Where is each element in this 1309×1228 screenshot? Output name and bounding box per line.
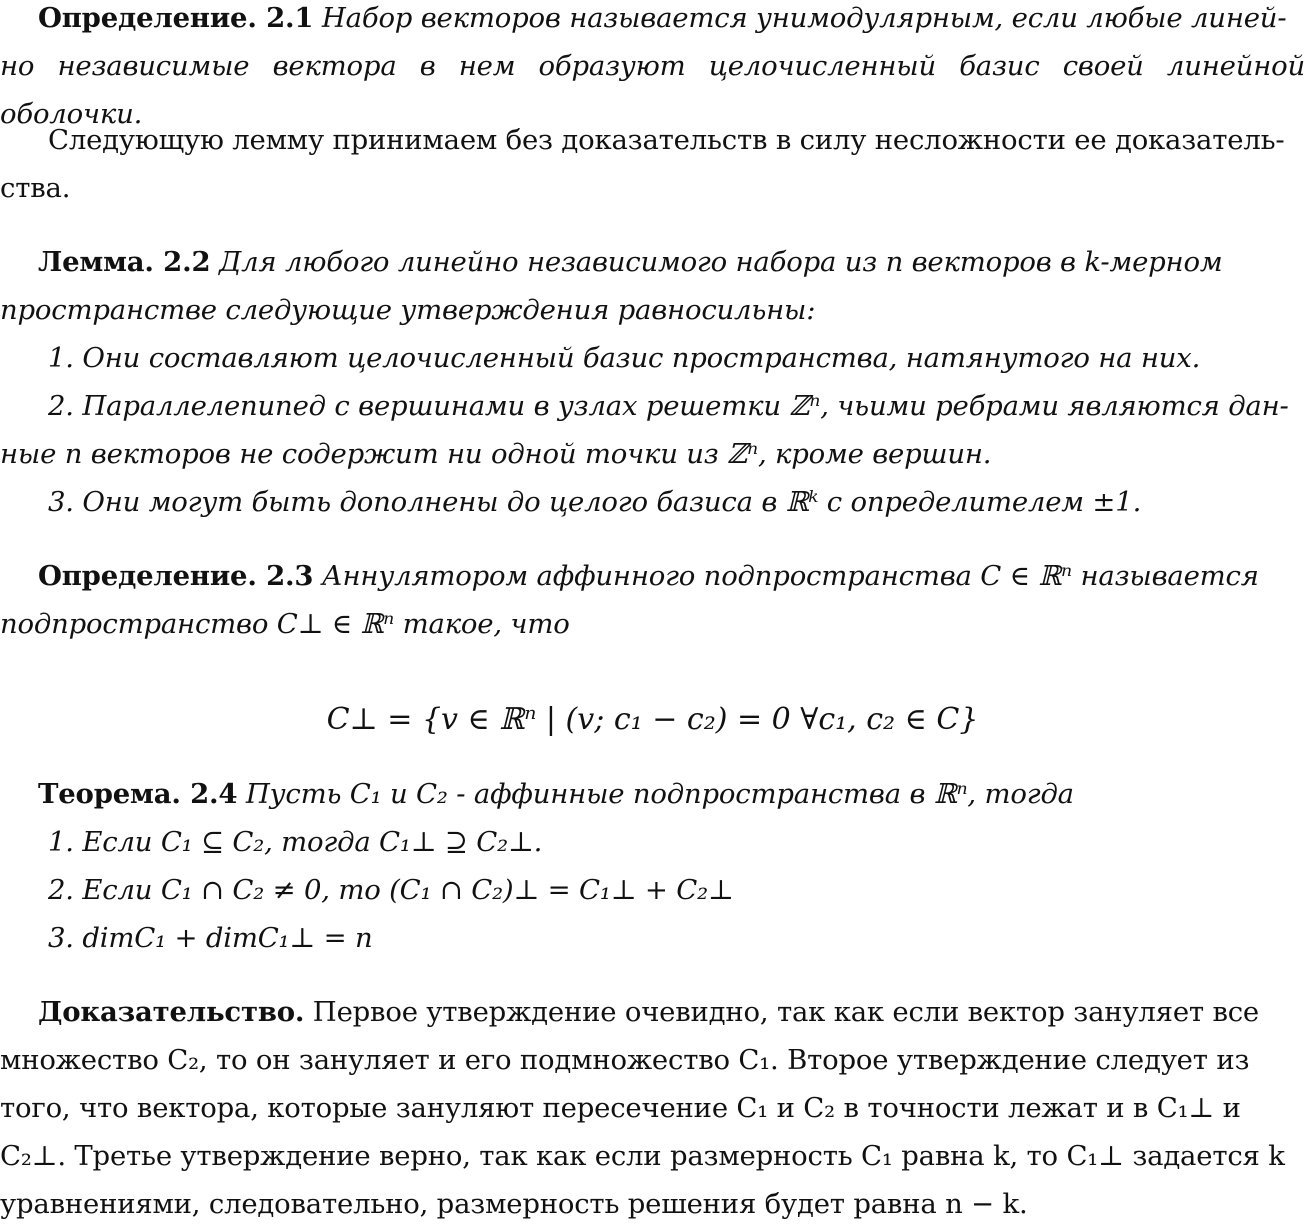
proof-line-3: того, что вектора, которые зануляют пересечение C₁ и C₂ в точности лежат и в C₁⊥ и — [0, 1092, 1241, 1124]
definition-2-1-label: Определение. 2.1 — [38, 2, 314, 34]
theorem-2-4-item-1: 1. Если C₁ ⊆ C₂, тогда C₁⊥ ⊇ C₂⊥. — [48, 826, 543, 858]
definition-2-3-label: Определение. 2.3 — [38, 560, 314, 592]
proof-line-2: множество C₂, то он зануляет и его подмножество C₁. Второе утверждение следует из — [0, 1044, 1250, 1076]
lemma-2-2 — [0, 238, 1305, 334]
proof — [0, 988, 1305, 1228]
theorem-2-4-line-1: Пусть C₁ и C₂ - аффинные подпространства в ℝⁿ, тогда — [245, 778, 1074, 810]
theorem-2-4 — [0, 770, 1305, 818]
lemma-2-2-label: Лемма. 2.2 — [38, 246, 211, 278]
theorem-2-4-item-2: 2. Если C₁ ∩ C₂ ≠ 0, то (C₁ ∩ C₂)⊥ = C₁⊥ + C₂⊥ — [48, 874, 734, 906]
lemma-note-line-1: Следующую лемму принимаем без доказательств в силу несложности ее доказатель- — [48, 124, 1285, 156]
lemma-note-line-2: ства. — [0, 172, 71, 204]
proof-label: Доказательство. — [38, 996, 305, 1028]
lemma-2-2-item-3: 3. Они могут быть дополнены до целого базиса в ℝᵏ с определителем ±1. — [48, 486, 1142, 518]
theorem-2-4-item-3: 3. dimC₁ + dimC₁⊥ = n — [48, 922, 373, 954]
definition-2-3-line-2: подпространство C⊥ ∈ ℝⁿ такое, что — [0, 608, 570, 640]
proof-line-4: C₂⊥. Третье утверждение верно, так как если размерность C₁ равна k, то C₁⊥ задается k — [0, 1140, 1285, 1172]
proof-line-5: уравнениями, следовательно, размерность решения будет равна n − k. — [0, 1188, 1028, 1220]
definition-2-3 — [0, 552, 1305, 648]
lemma-2-2-item-1: 1. Они составляют целочисленный базис пространства, натянутого на них. — [48, 342, 1201, 374]
lemma-2-2-line-2: пространстве следующие утверждения равносильны: — [0, 294, 816, 326]
lemma-2-2-item-2-continued: ные n векторов не содержит ни одной точки из ℤⁿ, кроме вершин. — [0, 438, 992, 470]
lemma-2-2-item-2: 2. Параллелепипед с вершинами в узлах решетки ℤⁿ, чьими ребрами являются дан- — [48, 390, 1289, 422]
proof-line-1: Первое утверждение очевидно, так как если вектор зануляет все — [312, 996, 1260, 1028]
definition-2-1-line-2: но независимые вектора в нем образуют целочисленный базис своей линейной оболочки. — [0, 50, 1305, 130]
lemma-2-2-line-1: Для любого линейно независимого набора из n векторов в k-мерном — [218, 246, 1223, 278]
theorem-2-4-label: Теорема. 2.4 — [38, 778, 238, 810]
definition-2-1-line-1: Набор векторов называется унимодулярным, если любые линей- — [321, 2, 1287, 34]
definition-2-3-line-1: Аннулятором аффинного подпространства C ∈ ℝⁿ называется — [321, 560, 1259, 592]
lemma-note — [0, 116, 1305, 212]
annulator-formula: C⊥ = {v ∈ ℝⁿ | (v; c₁ − c₂) = 0 ∀c₁, c₂ ∈ C} — [326, 702, 979, 737]
